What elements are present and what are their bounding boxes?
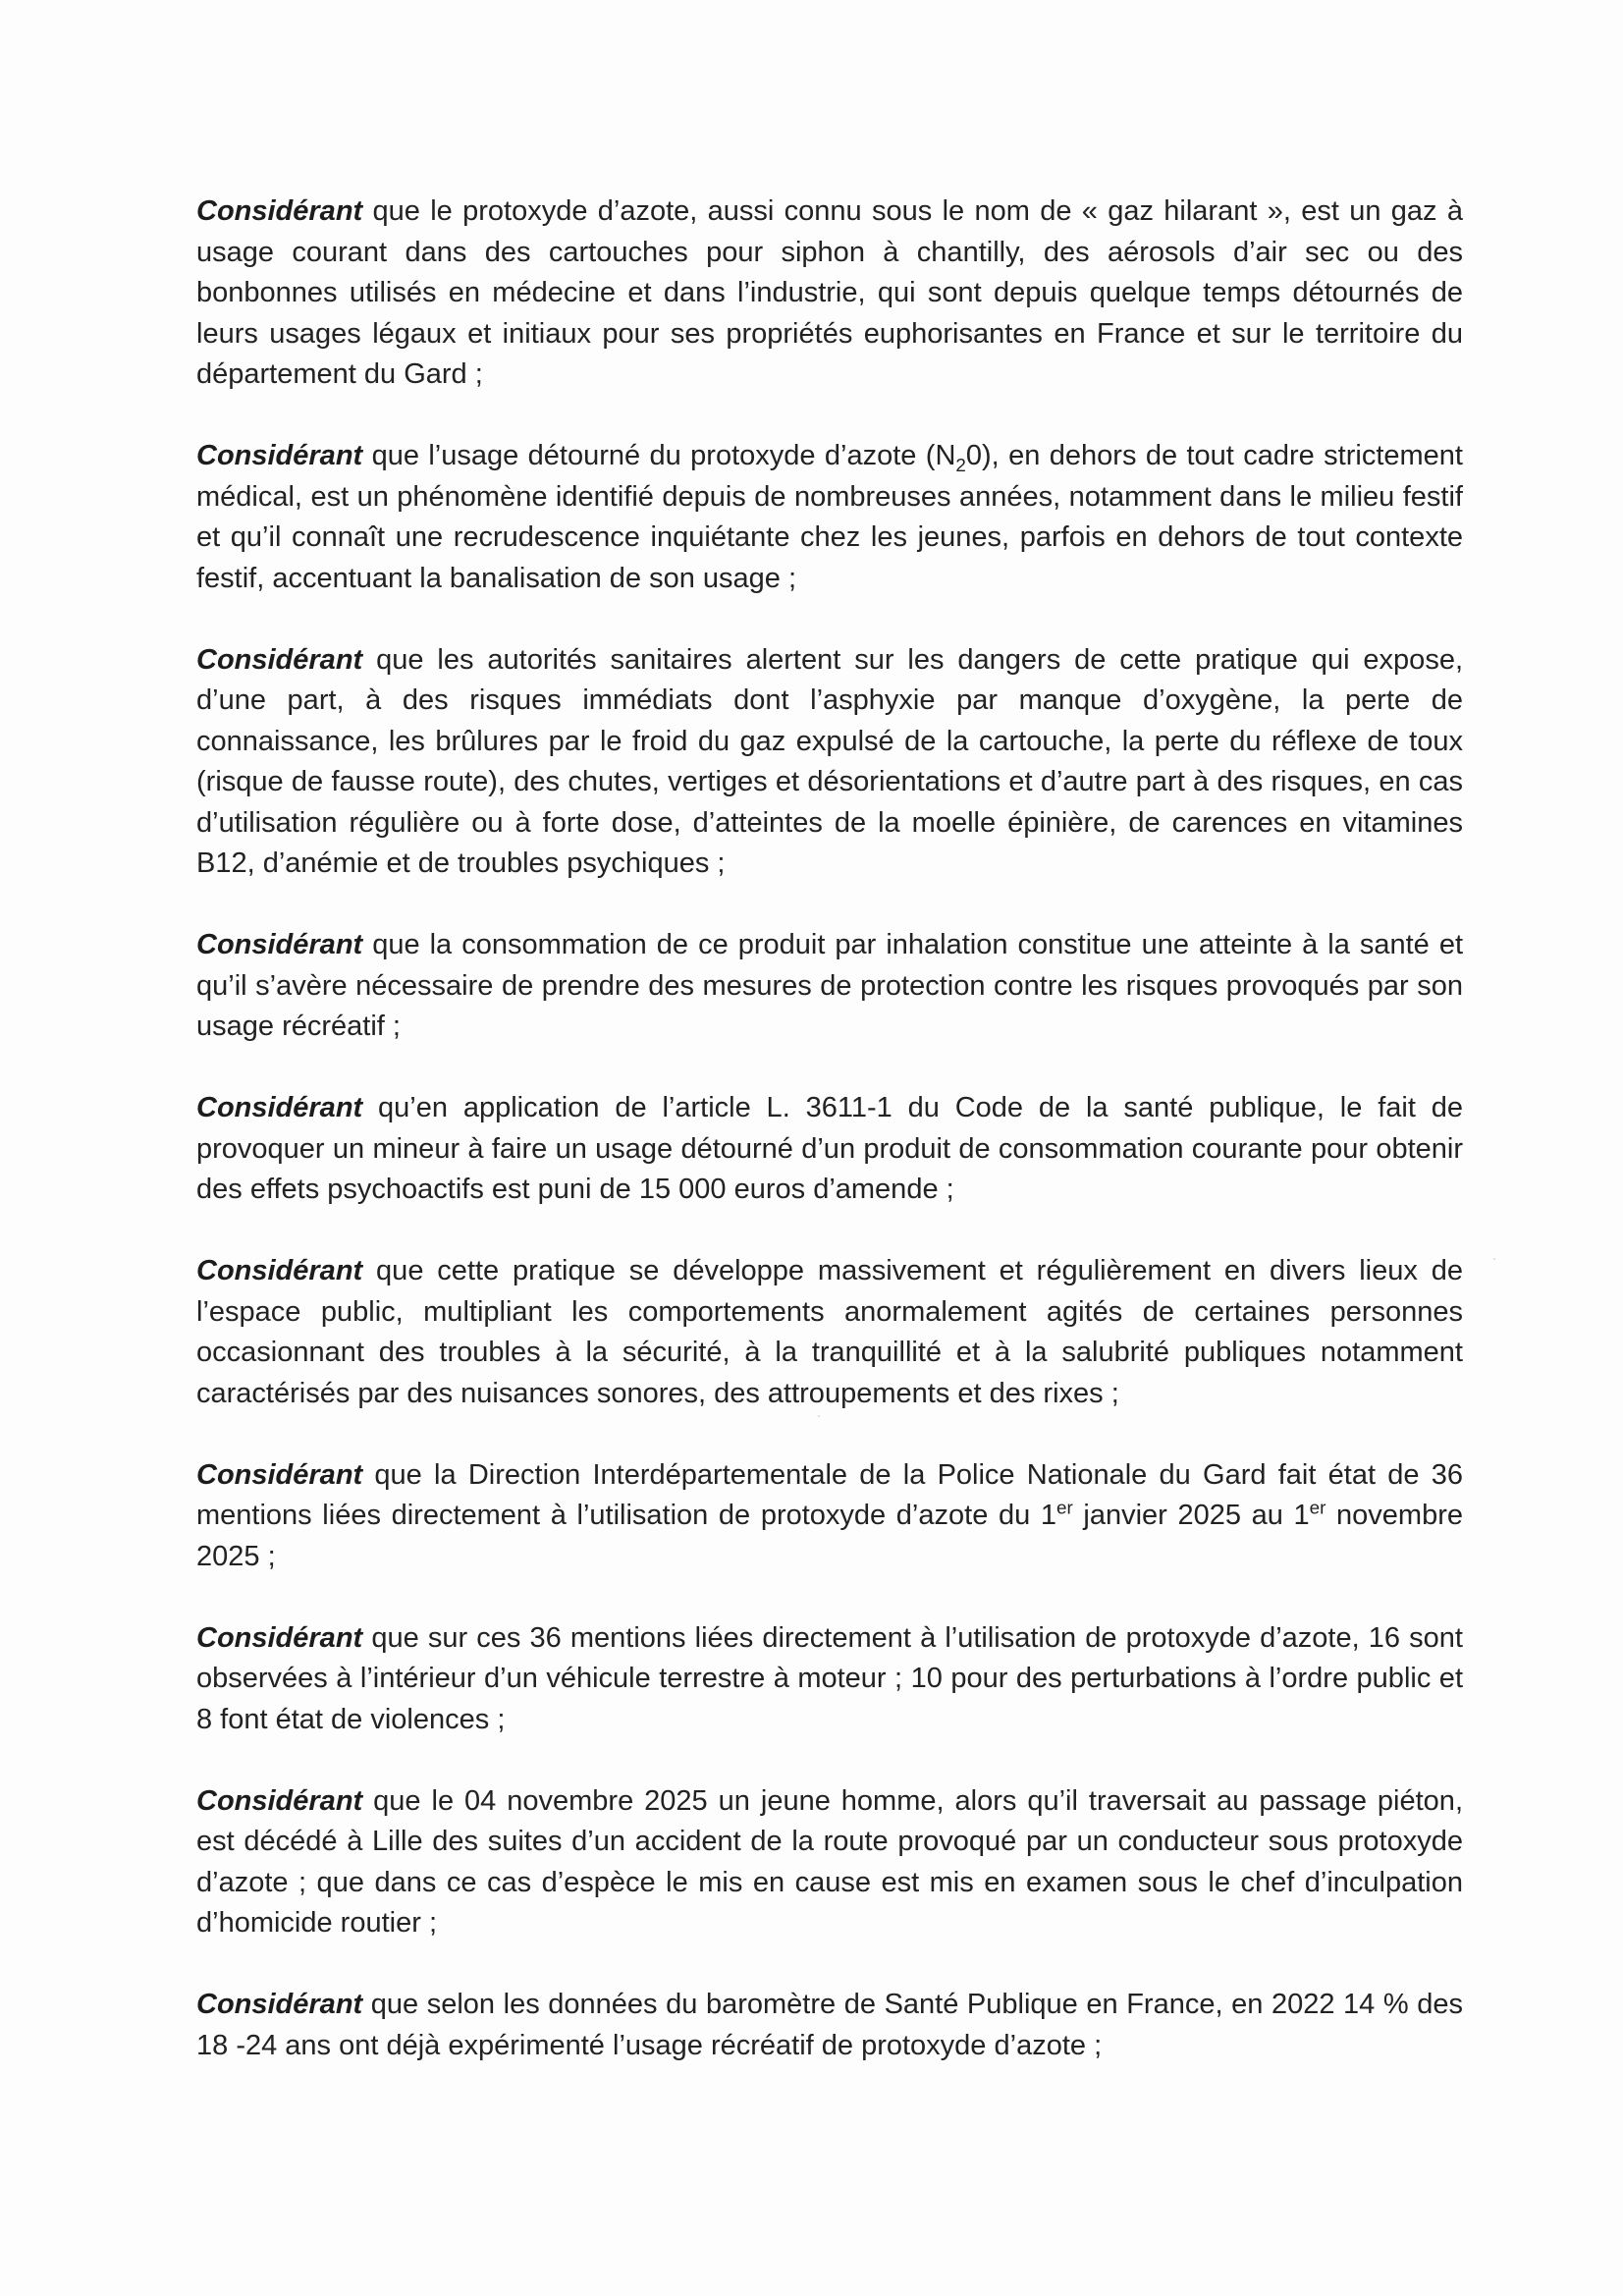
paragraph-keyword: Considérant [196,1255,363,1286]
paragraph-text: que l’usage détourné du protoxyde d’azote (N [362,440,956,471]
paragraph-7 [196,1455,1463,1578]
paragraph-keyword: Considérant [196,929,363,960]
subscript-2: 2 [955,454,966,475]
paragraph-keyword: Considérant [196,440,363,471]
paragraph-keyword: Considérant [196,1092,363,1123]
scan-speck [1493,1258,1495,1260]
superscript-er: er [1309,1497,1326,1518]
document-body [196,191,1463,2107]
scan-speck [818,1415,820,1417]
paragraph-text: que le protoxyde d’azote, aussi connu sous le nom de « gaz hilarant », est un gaz à usage courant dans des cartouches pour siphon à chantilly, des aérosols d’air sec ou des bonbonnes utilisés en médecine et dans l’industrie, qui sont depuis quelque temps détournés de leurs usages légaux et initiaux pour ses propriétés euphorisantes en France et sur le territoire du département du Gard ; [196,195,1463,390]
paragraph-keyword: Considérant [196,1989,363,2020]
paragraph-keyword: Considérant [196,1458,363,1491]
paragraph-4 [196,925,1463,1048]
paragraph-keyword: Considérant [196,1621,363,1654]
paragraph-text: que la consommation de ce produit par inhalation constitue une atteinte à la santé et qu’il s’avère nécessaire de prendre des mesures de protection contre les risques provoqués par son usage récréatif ; [196,929,1463,1042]
paragraph-5 [196,1088,1463,1211]
paragraph-text: que le 04 novembre 2025 un jeune homme, alors qu’il traversait au passage piéton, est décédé à Lille des suites d’un accident de la route provoqué par un conducteur sous protoxyde d’azote ; que dans ce cas d’espèce le mis en cause est mis en examen sous le chef d’inculpation d’homicide routier ; [196,1784,1463,1939]
paragraph-text-continued: janvier 2025 au 1 [1072,1500,1310,1531]
paragraph-2 [196,436,1463,599]
superscript-er: er [1055,1497,1073,1518]
paragraph-keyword: Considérant [196,643,363,676]
paragraph-text-continued: 0), en dehors de tout cadre strictement médical, est un phénomène identifié depuis de nombreuses années, notamment dans le milieu festif et qu’il connaît une recrudescence inquiétante chez les jeunes, parfois en dehors de tout contexte festif, accentuant la banalisation de son usage ; [196,440,1463,594]
paragraph-text: que cette pratique se développe massivement et régulièrement en divers lieux de l’espace public, multipliant les comportements anormalement agités de certaines personnes occasionnant des troubles à la sécurité, à la tranquillité et à la salubrité publiques notamment caractérisés par des nuisances sonores, des attroupements et des rixes ; [196,1255,1463,1409]
paragraph-keyword: Considérant [196,195,363,227]
paragraph-keyword: Considérant [196,1784,363,1817]
paragraph-text-end: novembre 2025 ; [196,1500,1463,1572]
paragraph-9 [196,1781,1463,1944]
paragraph-8 [196,1618,1463,1741]
paragraph-text: que la Direction Interdépartementale de la Police Nationale du Gard fait état de 36 mentions liées directement à l’utilisation de protoxyde d’azote du 1 [196,1458,1463,1531]
paragraph-1 [196,191,1463,396]
paragraph-3 [196,640,1463,885]
paragraph-text: que selon les données du baromètre de Santé Publique en France, en 2022 14 % des 18 -24 ans ont déjà expérimenté l’usage récréatif de protoxyde d’azote ; [196,1989,1463,2061]
paragraph-10 [196,1985,1463,2066]
paragraph-text: que les autorités sanitaires alertent sur les dangers de cette pratique qui expose, d’une part, à des risques immédiats dont l’asphyxie par manque d’oxygène, la perte de connaissance, les brûlures par le froid du gaz expulsé de la cartouche, la perte du réflexe de toux (risque de fausse route), des chutes, vertiges et désorientations et d’autre part à des risques, en cas d’utilisation régulière ou à forte dose, d’atteintes de la moelle épinière, de carences en vitamines B12, d’anémie et de troubles psychiques ; [196,643,1463,879]
paragraph-6 [196,1251,1463,1414]
paragraph-text: que sur ces 36 mentions liées directement à l’utilisation de protoxyde d’azote, 16 sont observées à l’intérieur d’un véhicule terrestre à moteur ; 10 pour des perturbations à l’ordre public et 8 font état de violences ; [196,1621,1463,1735]
paragraph-text: qu’en application de l’article L. 3611-1 du Code de la santé publique, le fait de provoquer un mineur à faire un usage détourné d’un produit de consommation courante pour obtenir des effets psychoactifs est puni de 15 000 euros d’amende ; [196,1092,1463,1205]
